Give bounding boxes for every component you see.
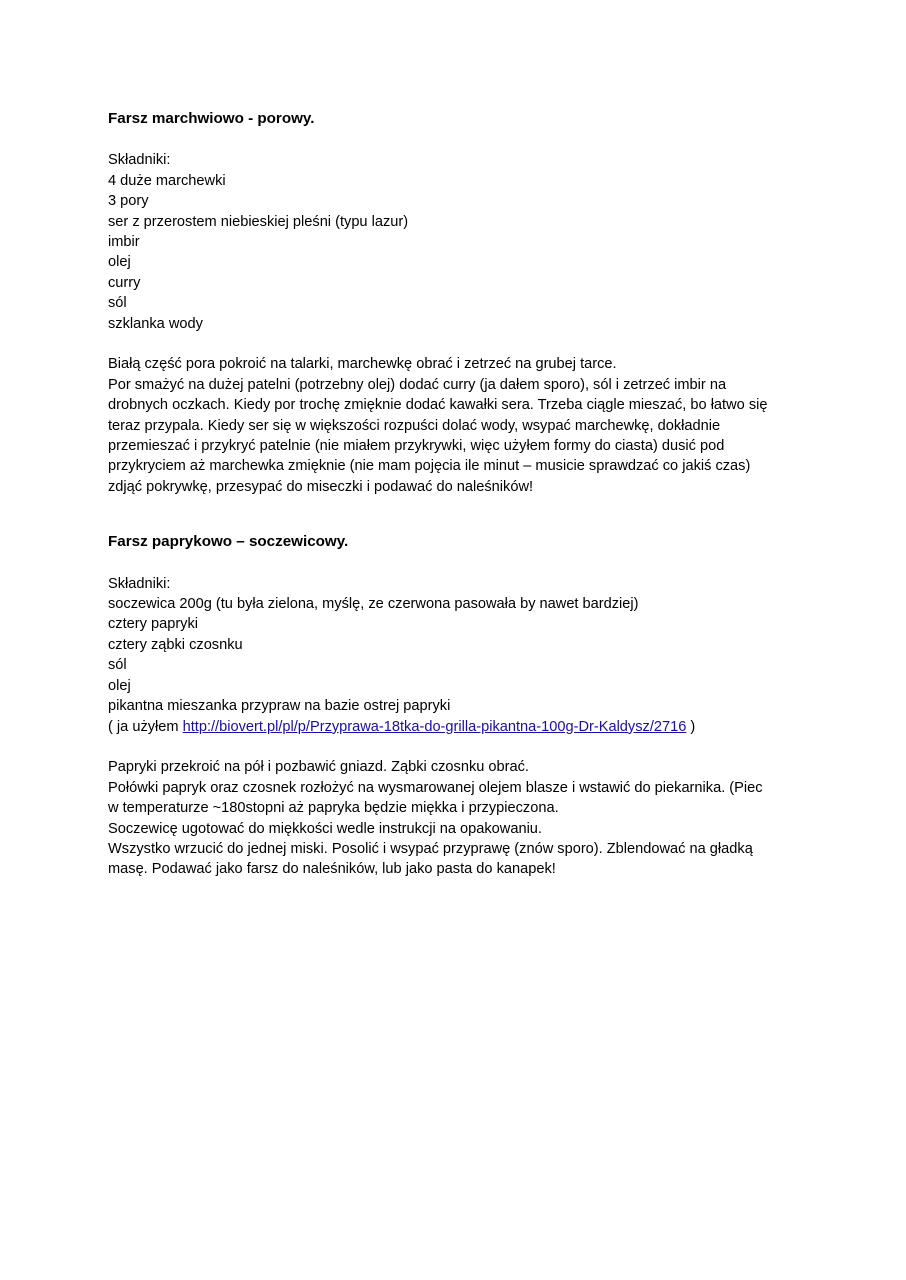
ingredient-item: curry [108,274,141,291]
ingredient-item: cztery papryki [108,616,199,633]
instruction-line: Papryki przekroić na pół i pozbawić gniazd. Ząbki czosnku obrać. [108,759,529,776]
spice-source-prefix: ( ja użyłem [108,718,183,735]
instruction-line: Soczewicę ugotować do miękkości wedle instrukcji na opakowaniu. [108,820,542,837]
recipe-pepper-lentil [108,531,808,879]
ingredient-item: soczewica 200g (tu była zielona, myślę, ze czerwona pasowała by nawet bardziej) [108,596,639,613]
instruction-line: teraz przypala. Kiedy ser się w większości rozpuści dolać wody, wsypać marchewkę, dokładnie [108,417,721,434]
instructions-paragraph [108,757,808,879]
ingredient-item: sól [108,295,127,312]
ingredient-item: szklanka wody [108,315,203,332]
ingredient-item: 4 duże marchewki [108,172,226,189]
ingredient-item: sól [108,657,127,674]
recipe-title: Farsz paprykowo – soczewicowy. [108,533,349,551]
instruction-line: Wszystko wrzucić do jednej miski. Posolić i wsypać przyprawę (znów sporo). Zblendować na gładką [108,840,753,857]
instruction-line: Połówki papryk oraz czosnek rozłożyć na wysmarowanej olejem blasze i wstawić do piekarnika. (Piec [108,779,763,796]
spice-product-link[interactable]: http://biovert.pl/pl/p/Przyprawa-18tka-do-grilla-pikantna-100g-Dr-Kaldysz/2716 [182,718,687,735]
ingredient-item: 3 pory [108,193,149,210]
instruction-line: masę. Podawać jako farsz do naleśników, lub jako pasta do kanapek! [108,861,556,878]
spice-source-suffix: ) [686,718,696,735]
ingredients-header: Składniki: [108,575,171,592]
instruction-line: w temperaturze ~180stopni aż papryka będzie miękka i przypieczona. [108,800,559,817]
ingredient-item: ser z przerostem niebieskiej pleśni (typu lazur) [108,213,409,230]
document-page [108,108,808,880]
ingredient-item: cztery ząbki czosnku [108,636,243,653]
instruction-line: drobnych oczkach. Kiedy por trochę zmięknie dodać kawałki sera. Trzeba ciągle mieszać, bo łatwo się [108,397,768,414]
ingredient-item: imbir [108,234,140,251]
instruction-line: zdjąć pokrywkę, przesypać do miseczki i podawać do naleśników! [108,478,534,495]
ingredient-item: olej [108,254,131,271]
ingredient-item: olej [108,677,131,694]
spice-source-line [108,717,808,737]
instruction-line: Białą część pora pokroić na talarki, marchewkę obrać i zetrzeć na grubej tarce. [108,356,617,373]
instruction-line: przemieszać i przykryć patelnie (nie miałem przykrywki, więc użyłem formy do ciasta) dusić pod [108,438,725,455]
recipe-title: Farsz marchwiowo - porowy. [108,110,315,127]
ingredients-list [108,594,808,737]
recipe-carrot-leek [108,108,808,497]
ingredient-item: pikantna mieszanka przypraw na bazie ostrej papryki [108,698,451,715]
instruction-line: przykryciem aż marchewka zmięknie (nie mam pojęcia ile minut – musicie sprawdzać co jakiś czas) [108,458,751,475]
instructions-paragraph [108,354,808,497]
ingredients-list [108,171,808,334]
instruction-line: Por smażyć na dużej patelni (potrzebny olej) dodać curry (ja dałem sporo), sól i zetrzeć imbir na [108,376,727,393]
ingredients-header: Składniki: [108,152,171,169]
